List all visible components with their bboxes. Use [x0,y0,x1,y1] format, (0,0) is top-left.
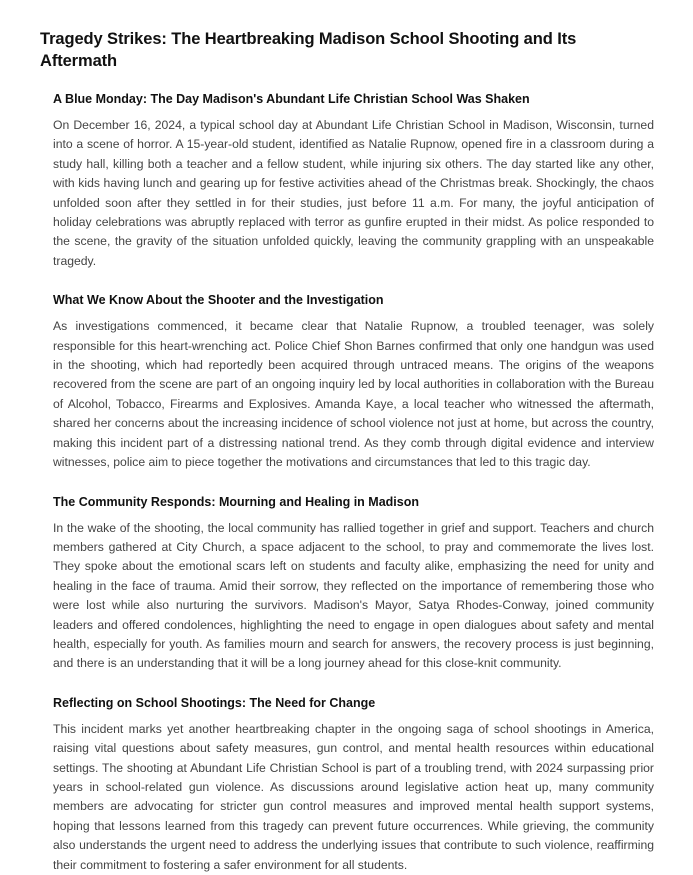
section-body: This incident marks yet another heartbreaking chapter in the ongoing saga of school shootings in America, raising vital questions about safety measures, gun control, and mental health resources within educational settings. The shooting at Abundant Life Christian School is part of a troubling trend, with 2024 surpassing prior years in school-related gun violence. As discussions around legislative action heat up, many community members are advocating for stricter gun control measures and improved mental health support systems, hoping that lessons learned from this tragedy can prevent future occurrences. While grieving, the community also understands the urgent need to address the underlying issues that contribute to such violence, reaffirming their commitment to fostering a safer environment for all students. [53,721,654,872]
section-heading: What We Know About the Shooter and the Investigation [53,293,384,308]
section-need-for-change [53,694,654,875]
section-heading: Reflecting on School Shootings: The Need for Change [53,695,376,710]
section-body: In the wake of the shooting, the local community has rallied together in grief and support. Teachers and church members gathered at City Church, a space adjacent to the school, to pray and commemorate the lives lost. They spoke about the emotional scars left on students and faculty alike, emphasizing the need for unity and healing in the face of trauma. Amid their sorrow, they reflected on the importance of remembering those who were lost while also nurturing the survivors. Madison's Mayor, Satya Rhodes-Conway, joined community leaders and offered condolences, highlighting the need to engage in open dialogues about safety and mental health, especially for youth. As families mourn and search for answers, the recovery process is just beginning, and there is an understanding that it will be a long journey ahead for this close-knit community. [53,520,654,671]
section-body: As investigations commenced, it became clear that Natalie Rupnow, a troubled teenager, was solely responsible for this heart-wrenching act. Police Chief Shon Barnes confirmed that only one handgun was used in the shooting, which had reportedly been acquired through untraced means. The origins of the weapons recovered from the scene are part of an ongoing inquiry led by local authorities in collaboration with the Bureau of Alcohol, Tobacco, Firearms and Explosives. Amanda Kaye, a local teacher who witnessed the aftermath, shared her concerns about the increasing incidence of school violence not just at home, but across the country, making this incident part of a distressing national trend. As they comb through digital evidence and interview witnesses, police aim to piece together the motivations and circumstances that led to this tragic day. [53,319,654,470]
section-heading: The Community Responds: Mourning and Healing in Madison [53,494,419,509]
section-body: On December 16, 2024, a typical school day at Abundant Life Christian School in Madison, Wisconsin, turned into a scene of horror. A 15-year-old student, identified as Natalie Rupnow, opened fire in a classroom during a study hall, killing both a teacher and a fellow student, while injuring six others. The day started like any other, with kids having lunch and gearing up for festive activities ahead of the Christmas break. Shockingly, the chaos unfolded soon after they settled in for their studies, just before 11 a.m. For many, the joyful anticipation of holiday celebrations was abruptly replaced with terror as gunfire erupted in their midst. As police responded to the scene, the gravity of the situation unfolded quickly, leaving the community grappling with an unspeakable tragedy. [53,118,654,268]
section-shooter-investigation [53,291,654,472]
section-blue-monday [53,90,654,271]
section-community-responds [53,493,654,674]
article-title: Tragedy Strikes: The Heartbreaking Madison School Shooting and Its Aftermath [40,30,577,70]
article-sections [53,90,654,875]
section-heading: A Blue Monday: The Day Madison's Abundant Life Christian School Was Shaken [53,92,530,106]
